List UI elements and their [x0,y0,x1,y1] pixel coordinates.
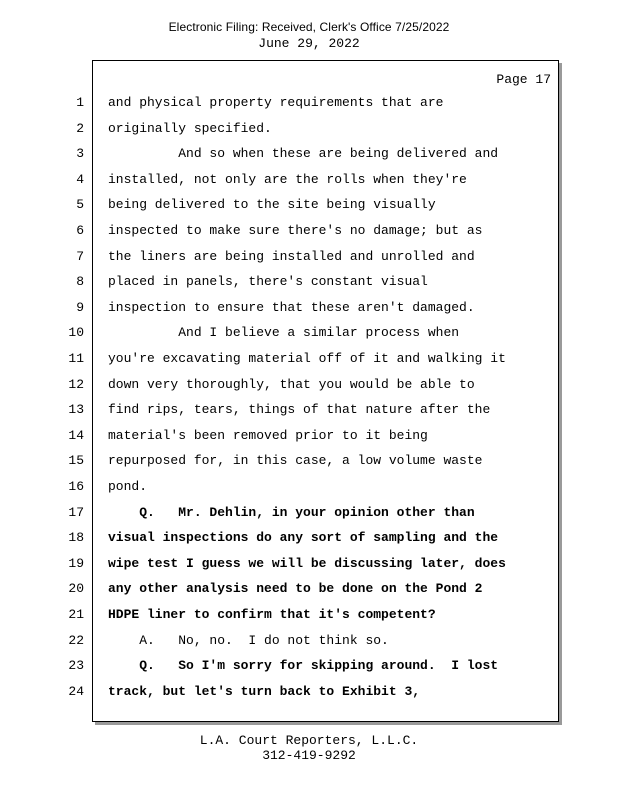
line-text: And so when these are being delivered and [108,146,499,161]
transcript-line [0,428,618,446]
line-number: 3 [76,146,84,161]
line-number: 2 [76,121,84,136]
line-text: find rips, tears, things of that nature after the [108,402,491,417]
line-text: originally specified. [108,121,272,136]
line-text: any other analysis need to be done on the Pond 2 [108,581,483,596]
transcript-line [0,274,618,292]
transcript-line [0,172,618,190]
line-number: 20 [68,581,84,596]
line-number: 13 [68,402,84,417]
line-text: visual inspections do any sort of sampling and the [108,530,499,545]
transcript-line [0,658,618,676]
line-text: being delivered to the site being visually [108,197,436,212]
page-number: Page 17 [496,72,551,87]
line-text: wipe test I guess we will be discussing later, does [108,556,506,571]
line-text: Q. Mr. Dehlin, in your opinion other than [108,505,475,520]
line-text: A. No, no. I do not think so. [108,633,389,648]
line-number: 24 [68,684,84,699]
line-text: and physical property requirements that are [108,95,444,110]
line-number: 14 [68,428,84,443]
line-number: 22 [68,633,84,648]
line-number: 7 [76,249,84,264]
line-text: And I believe a similar process when [108,325,460,340]
transcript-line [0,197,618,215]
transcript-line [0,684,618,702]
transcript-line [0,607,618,625]
line-number: 19 [68,556,84,571]
line-number: 11 [68,351,84,366]
filing-stamp: Electronic Filing: Received, Clerk's Office 7/25/2022 [168,20,450,34]
line-number: 18 [68,530,84,545]
footer-phone: 312-419-9292 [262,748,356,763]
transcript-line [0,453,618,471]
line-number: 16 [68,479,84,494]
line-number: 6 [76,223,84,238]
transcript-line [0,581,618,599]
line-text: HDPE liner to confirm that it's competent? [108,607,436,622]
transcript-line [0,223,618,241]
line-number: 4 [76,172,84,187]
line-number: 8 [76,274,84,289]
transcript-line [0,377,618,395]
line-text: inspected to make sure there's no damage; but as [108,223,483,238]
line-text: placed in panels, there's constant visual [108,274,428,289]
line-text: repurposed for, in this case, a low volume waste [108,453,483,468]
transcript-line [0,402,618,420]
line-text: you're excavating material off of it and walking it [108,351,506,366]
footer-company: L.A. Court Reporters, L.L.C. [199,733,419,748]
line-number: 23 [68,658,84,673]
deposition-date: June 29, 2022 [258,36,360,51]
line-text: down very thoroughly, that you would be able to [108,377,475,392]
line-number: 9 [76,300,84,315]
transcript-line [0,556,618,574]
line-text: track, but let's turn back to Exhibit 3, [108,684,421,699]
transcript-line [0,530,618,548]
line-number: 5 [76,197,84,212]
transcript-line [0,146,618,164]
transcript-line [0,249,618,267]
line-number: 17 [68,505,84,520]
line-number: 15 [68,453,84,468]
line-text: installed, not only are the rolls when they're [108,172,467,187]
line-text: Q. So I'm sorry for skipping around. I lost [108,658,499,673]
transcript-line [0,121,618,139]
transcript-line [0,325,618,343]
line-text: inspection to ensure that these aren't damaged. [108,300,475,315]
transcript-line [0,505,618,523]
line-text: the liners are being installed and unrolled and [108,249,475,264]
line-number: 21 [68,607,84,622]
transcript-line [0,479,618,497]
line-text: material's been removed prior to it being [108,428,428,443]
line-number: 1 [76,95,84,110]
transcript-line [0,95,618,113]
line-text: pond. [108,479,148,494]
line-number: 12 [68,377,84,392]
transcript-line [0,633,618,651]
transcript-line [0,300,618,318]
transcript-line [0,351,618,369]
line-number: 10 [68,325,84,340]
